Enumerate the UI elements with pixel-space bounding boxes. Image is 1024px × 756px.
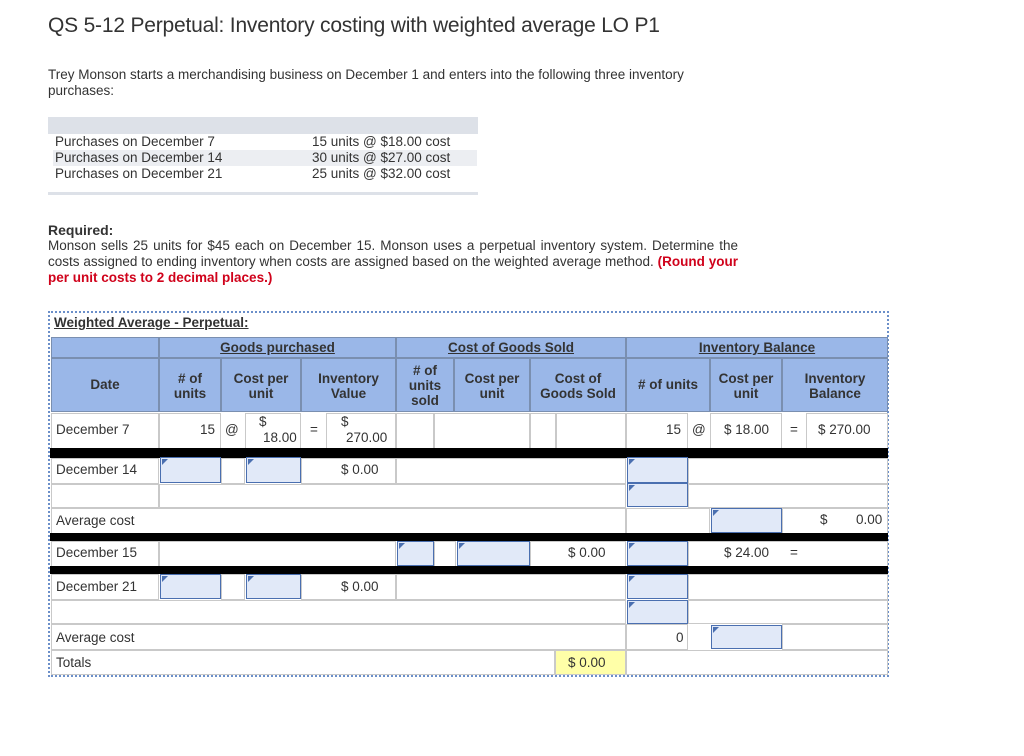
cell [626, 508, 710, 534]
cell [221, 458, 245, 484]
col-units-sold: # of units sold [396, 358, 454, 412]
purchase-row: Purchases on December 21 [55, 166, 223, 181]
dec21-cost-input[interactable] [246, 574, 301, 599]
dec7-units: 15 [200, 422, 216, 437]
col-balance-value: Inventory Balance [782, 358, 888, 412]
row-average-cost-2 [51, 624, 626, 650]
cell [396, 413, 434, 449]
row-label: Average cost [56, 630, 135, 645]
group-cost-of-goods-sold: Cost of Goods Sold [396, 337, 626, 358]
cell [51, 484, 159, 508]
at-symbol: @ [692, 422, 706, 437]
dollar-sign: $ [341, 414, 349, 429]
equals: = [790, 545, 798, 560]
dec14-balance-units-input[interactable] [627, 457, 688, 483]
purchase-row: Purchases on December 14 [53, 150, 477, 166]
cell [396, 574, 626, 600]
cell [434, 541, 456, 567]
row-divider [50, 566, 888, 574]
cell [221, 574, 245, 600]
dec14-cost-input[interactable] [246, 457, 301, 483]
row-label: December 15 [56, 545, 138, 560]
cell [51, 600, 626, 624]
col-purchased-cost: Cost per unit [221, 358, 301, 412]
dec15-units-sold-input[interactable] [397, 541, 434, 566]
equals: = [310, 422, 318, 437]
row-label: December 7 [56, 422, 130, 437]
dec7-balance-units: 15 [666, 422, 682, 437]
average-cost-input[interactable] [711, 508, 782, 533]
row-label: Totals [56, 655, 92, 670]
col-purchased-units: # of units [159, 358, 221, 412]
row-totals [51, 650, 555, 675]
cell [626, 650, 888, 675]
purchase-row: Purchases on December 7 [55, 134, 215, 149]
row-label: Average cost [56, 513, 135, 528]
page-title: QS 5-12 Perpetual: Inventory costing with weighted average LO P1 [48, 14, 660, 37]
dec7-value: 270.00 [346, 430, 388, 445]
dec15-cogs: $ 0.00 [568, 545, 606, 560]
row-label: December 14 [56, 462, 138, 477]
cell [782, 624, 888, 650]
dec7-balance-value: $ 270.00 [818, 422, 871, 437]
average-balance-value: 0.00 [856, 512, 883, 527]
col-date: Date [51, 358, 159, 412]
group-goods-purchased: Goods purchased [159, 337, 396, 358]
intro-text: Trey Monson starts a merchandising business on December 1 and enters into the following three inventory purchases: [48, 67, 684, 98]
purchase-detail: 30 units @ $27.00 cost [312, 150, 451, 165]
average-cost-input-2[interactable] [711, 625, 782, 649]
cell [530, 413, 556, 449]
dec14-units-input[interactable] [160, 457, 221, 483]
at-symbol: @ [225, 422, 239, 437]
dec15-cost-input[interactable] [457, 541, 530, 566]
row-label: December 21 [56, 579, 138, 594]
purchase-detail: 15 units @ $18.00 cost [312, 134, 451, 149]
dollar-sign: $ [820, 512, 828, 527]
dec7-cost: 18.00 [263, 430, 297, 445]
row-average-cost [51, 508, 626, 534]
cell [159, 484, 626, 508]
dec15-balance-units-input[interactable] [627, 541, 688, 566]
dec14-value: $ 0.00 [341, 462, 379, 477]
dec14-balance-units-input-2[interactable] [627, 483, 688, 507]
cell [688, 600, 888, 624]
dec15-balance-cost: $ 24.00 [724, 545, 770, 560]
table-title: Weighted Average - Perpetual: [54, 315, 249, 330]
header-blank [51, 337, 159, 358]
col-sold-cost: Cost per unit [454, 358, 530, 412]
dec21-balance-units-input-2[interactable] [627, 600, 688, 624]
avg2-balance-units: 0 [676, 630, 684, 645]
col-cogs: Cost of Goods Sold [530, 358, 626, 412]
dec21-balance-units-input[interactable] [627, 574, 688, 599]
purchase-detail: 25 units @ $32.00 cost [312, 166, 451, 181]
col-inventory-value: Inventory Value [301, 358, 396, 412]
col-balance-cost: Cost per unit [710, 358, 782, 412]
required-heading: Required: [48, 222, 114, 238]
row-divider [50, 533, 888, 541]
dollar-sign: $ [259, 414, 267, 429]
dec7-balance-cost: $ 18.00 [724, 422, 770, 437]
col-balance-units: # of units [626, 358, 710, 412]
cell [434, 413, 530, 449]
cell [396, 458, 626, 484]
dec21-value: $ 0.00 [341, 579, 379, 594]
group-inventory-balance: Inventory Balance [626, 337, 888, 358]
equals: = [790, 422, 798, 437]
required-text: Monson sells 25 units for $45 each on December 15. Monson uses a perpetual inventory system. Determine the costs assigned to ending inventory when costs are assigned based on the weighted average method. (Round your per unit costs to 2 decimal places.) [48, 238, 738, 285]
cell [688, 541, 888, 567]
cell [688, 484, 888, 508]
cell [556, 413, 626, 449]
cell [688, 574, 888, 600]
rounding-note: (Round your per unit costs to 2 decimal places.) [48, 254, 738, 285]
dec21-units-input[interactable] [160, 574, 221, 599]
totals-cogs: $ 0.00 [568, 655, 606, 670]
cell [688, 458, 888, 484]
cell [159, 541, 396, 567]
